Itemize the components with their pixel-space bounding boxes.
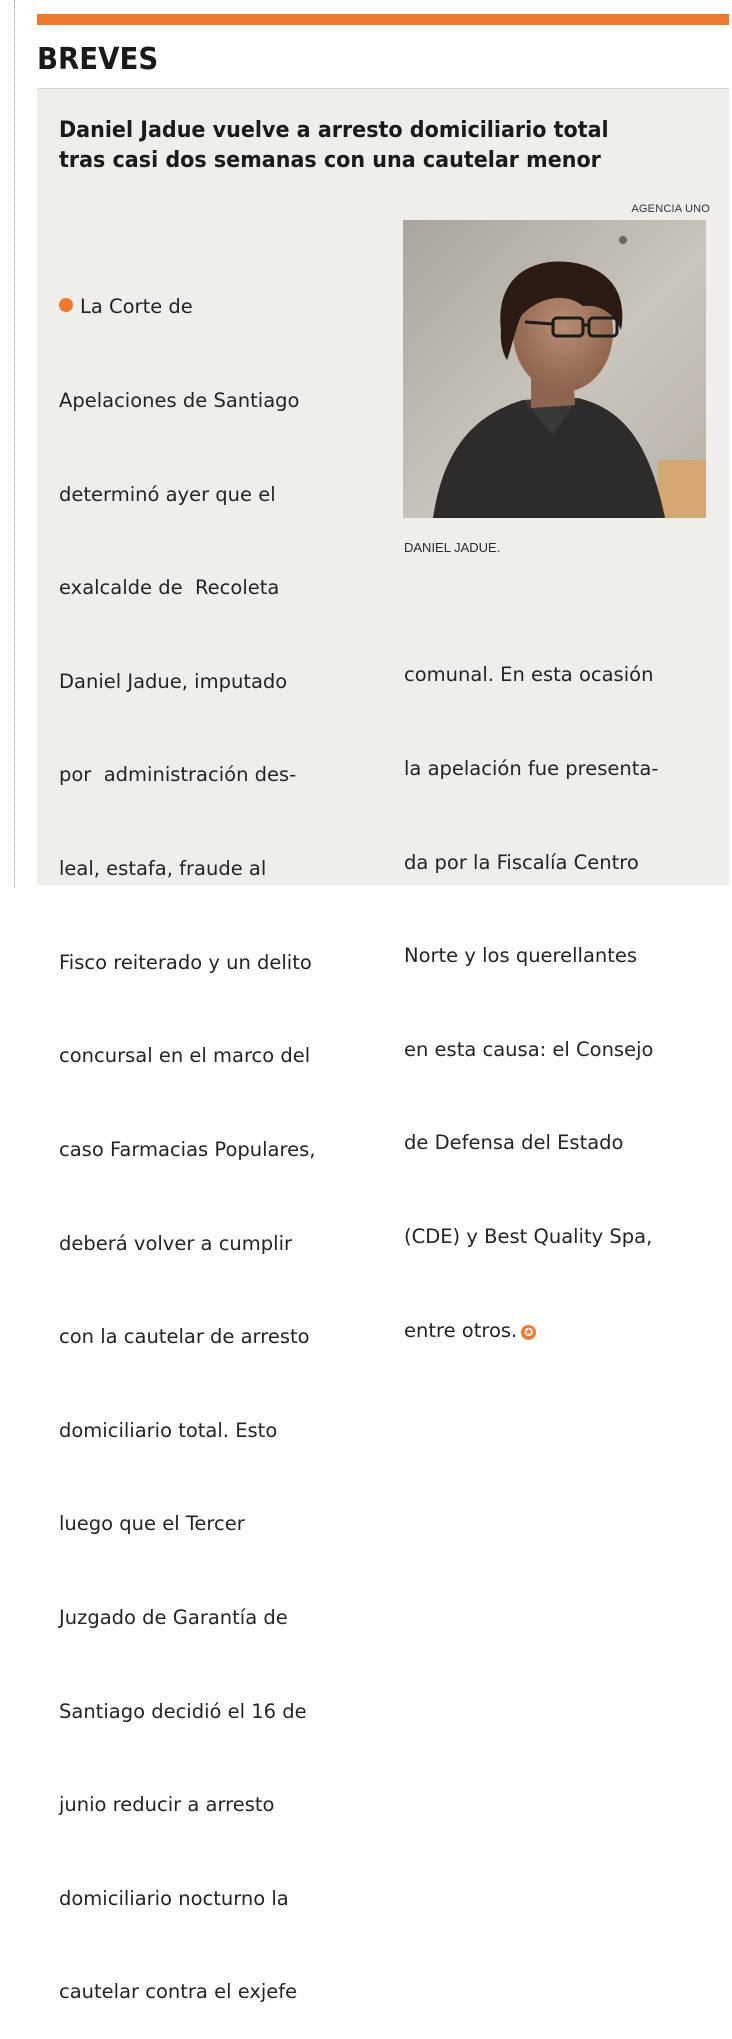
body-line: deberá volver a cumplir	[59, 1231, 293, 1255]
body-line: luego que el Tercer	[59, 1512, 245, 1536]
body-line: Daniel Jadue, imputado	[59, 669, 288, 693]
body-line: La Corte de	[59, 291, 315, 322]
body-line: caso Farmacias Populares,	[59, 1137, 316, 1161]
body-line: domiciliario nocturno la	[59, 1886, 289, 1910]
body-line: Santiago decidió el 16 de	[59, 1699, 307, 1723]
body-line: junio reducir a arresto	[59, 1793, 275, 1817]
body-column-left	[59, 229, 315, 2039]
body-line: Apelaciones de Santiago	[59, 389, 300, 413]
body-column-right	[404, 597, 658, 1377]
section-title: BREVES	[37, 42, 159, 77]
photo-credit: AGENCIA UNO	[631, 203, 710, 215]
body-line: (CDE) y Best Quality Spa,	[404, 1225, 653, 1249]
photo-caption: DANIEL JADUE.	[404, 540, 501, 555]
article-headline	[59, 116, 679, 176]
body-line: por administración des-	[59, 763, 297, 787]
headline-line: tras casi dos semanas con una cautelar menor	[59, 148, 601, 173]
body-line: da por la Fiscalía Centro	[404, 850, 639, 874]
body-line: en esta causa: el Consejo	[404, 1037, 654, 1061]
body-line: concursal en el marco del	[59, 1044, 311, 1068]
body-line: Fisco reiterado y un delito	[59, 950, 312, 974]
body-line: exalcalde de Recoleta	[59, 576, 280, 600]
body-line: determinó ayer que el	[59, 482, 276, 506]
body-line: comunal. En esta ocasión	[404, 663, 654, 687]
body-line: entre otros. ✪	[404, 1315, 658, 1346]
orange-dot-icon	[59, 298, 73, 312]
body-line: con la cautelar de arresto	[59, 1325, 310, 1349]
article-photo	[403, 220, 706, 518]
section-accent-bar	[37, 14, 729, 25]
body-line: Norte y los querellantes	[404, 944, 638, 968]
headline-line: Daniel Jadue vuelve a arresto domiciliario total	[59, 118, 609, 143]
body-line: cautelar contra el exjefe	[59, 1980, 298, 2004]
body-line: la apelación fue presenta-	[404, 757, 659, 781]
column-divider	[14, 0, 15, 888]
end-star-icon: ✪	[521, 1325, 536, 1340]
body-line: domiciliario total. Esto	[59, 1418, 278, 1442]
body-line: Juzgado de Garantía de	[59, 1605, 288, 1629]
body-line: leal, estafa, fraude al	[59, 857, 267, 881]
body-line: de Defensa del Estado	[404, 1131, 624, 1155]
